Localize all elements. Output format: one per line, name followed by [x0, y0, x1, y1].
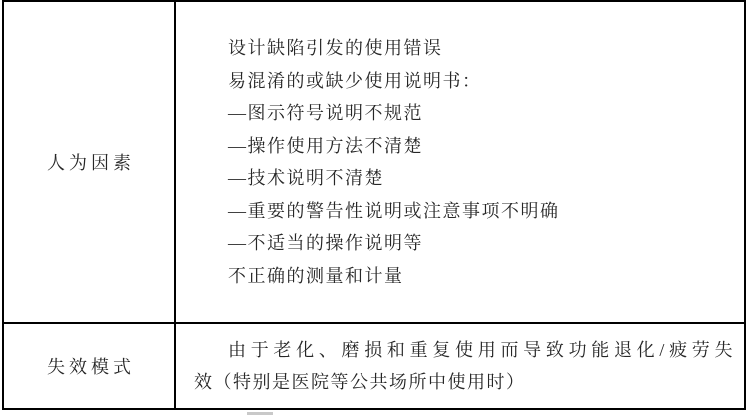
- row-content-cell: [176, 2, 744, 322]
- row-content-cell: [176, 324, 744, 408]
- table-row-human-factors: [4, 2, 744, 324]
- content-line: —图示符号说明不规范: [228, 103, 423, 123]
- content-line: —操作使用方法不清楚: [228, 135, 423, 156]
- content-line: 易混淆的或缺少使用说明书：: [228, 70, 482, 91]
- content-line: —不适当的操作说明等: [228, 233, 423, 253]
- content-line: 由于老化、磨损和重复使用而导致功能退化/疲劳失: [228, 340, 734, 360]
- content-line: 不正确的测量和计量: [228, 265, 404, 286]
- content-line: 效（特别是医院等公共场所中使用时）: [194, 372, 526, 392]
- row-header-cell: [4, 2, 176, 322]
- content-line: —重要的警告性说明或注意事项不明确: [228, 200, 560, 221]
- table-row-failure-mode: [4, 324, 744, 408]
- row-header-label: 失效模式: [47, 357, 135, 377]
- row-header-cell: [4, 324, 176, 408]
- content-line: 设计缺陷引发的使用错误: [228, 38, 443, 58]
- row-header-label: 人为因素: [47, 153, 135, 173]
- risk-factors-table: [2, 0, 746, 410]
- content-line: —技术说明不清楚: [228, 168, 384, 188]
